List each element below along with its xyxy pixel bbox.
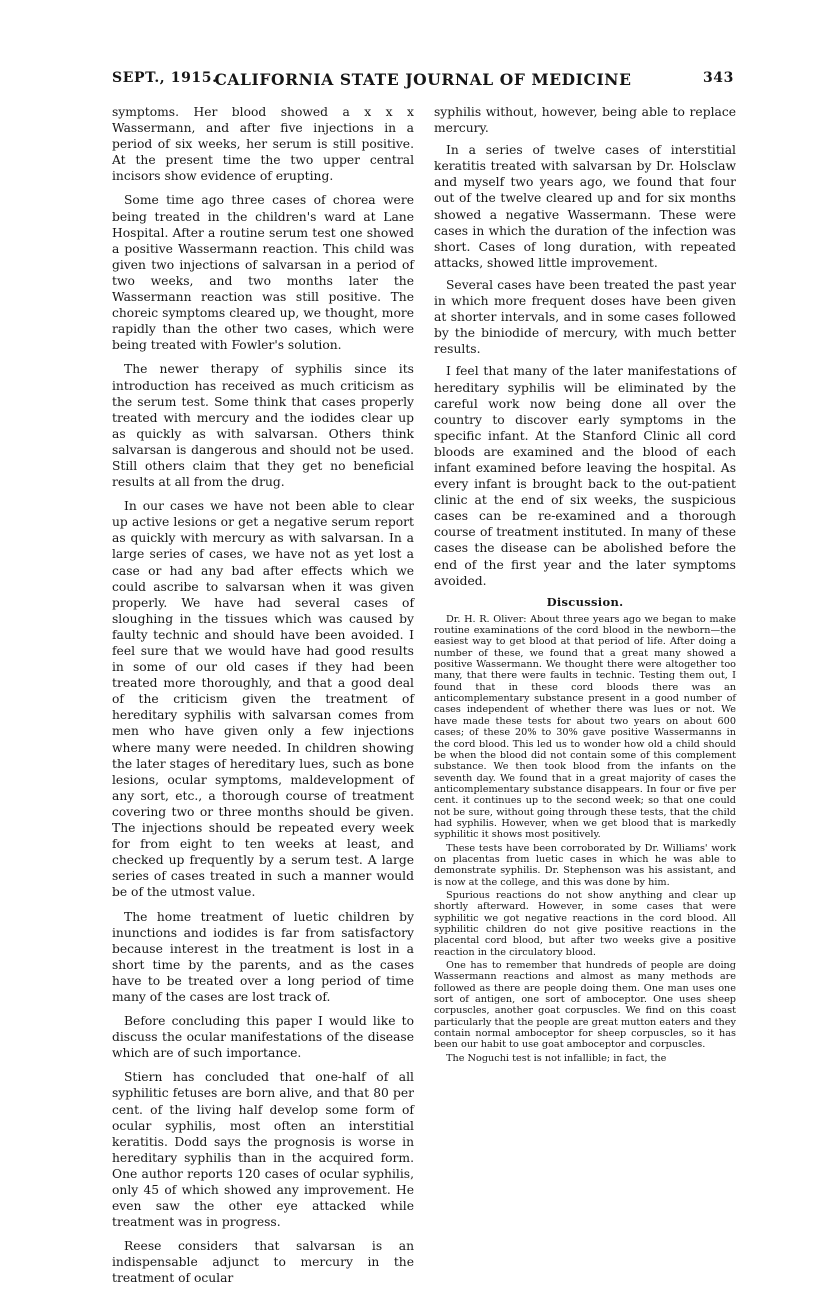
discussion-heading: Discussion.: [546, 594, 624, 609]
paragraph: Some time ago three cases of chorea were being treated in the children's ward at Lane Hospital. After a routine serum test one showed a positive Wassermann reaction. This child was given two injections of salvarsan in a period of two weeks, and two months later the Wassermann reaction was still positive. The choreic symptoms cleared up, we thought, more rapidly than the other two cases, which were being treated with Fowler's solution.: [112, 193, 414, 353]
paragraph: Reese considers that salvarsan is an indispensable adjunct to mercury in the treatment of ocular: [112, 1239, 414, 1286]
paragraph: In our cases we have not been able to clear up active lesions or get a negative serum report as quickly with mercury as with salvarsan. In a large series of cases, we have not as yet lost a case or had any bad after effects which we could ascribe to salvarsan when it was given properly. We have had several cases of sloughing in the tissues which was caused by faulty technic and should have been avoided. I feel sure that we would have had good results in some of our old cases if they had been treated more thoroughly, and that a good deal of the criticism given the treatment of hereditary syphilis with salvarsan comes from men who have given only a few injections where many were needed. In children showing the later stages of hereditary lues, such as bone lesions, ocular symptoms, maldevelopment of any sort, etc., a thorough course of treatment covering two or three months should be given. The injections should be repeated every week for from eight to ten weeks at least, and checked up frequently by a serum test. A large series of cases treated in such a manner would be of the utmost value.: [112, 499, 414, 900]
running-header: [112, 70, 734, 92]
discussion-paragraph: The Noguchi test is not infallible; in fact, the: [446, 1052, 667, 1064]
paragraph: The home treatment of luetic children by inunctions and iodides is far from satisfactory because interest in the treatment is lost in a short time by the parents, and as the cases have to be treated over a long period of time many of the cases are lost track of.: [112, 909, 414, 1004]
paragraph: symptoms. Her blood showed a x x x Wassermann, and after five injections in a period of six weeks, her serum is still positive. At the present time the two upper central incisors show evidence of erupting.: [112, 105, 414, 184]
paragraph: I feel that many of the later manifestations of hereditary syphilis will be eliminated by the careful work now being done all over the country to discover early symptoms in the specific infant. At the Stanford Clinic all cord bloods are examined and the blood of each infant examined before leaving the hospital. As every infant is brought back to the out-patient clinic at the end of six weeks, the suspicious cases can be re-examined and a thorough course of treatment instituted. In many of these cases the disease can be abolished before the end of the first year and the later symptoms avoided.: [434, 364, 736, 588]
paragraph: Before concluding this paper I would like to discuss the ocular manifestations of the disease which are of such importance.: [112, 1014, 414, 1061]
discussion-paragraph: Spurious reactions do not show anything and clear up shortly afterward. However, in some cases that were syphilitic we got negative reactions in the cord blood. All syphilitic children do not give positive reactions in the placental cord blood, but after two weeks give a positive reaction in the circulatory blood.: [434, 889, 736, 958]
journal-title: CALIFORNIA STATE JOURNAL OF MEDICINE: [214, 70, 632, 89]
paragraph: syphilis without, however, being able to replace mercury.: [434, 105, 736, 136]
discussion-paragraph: Dr. H. R. Oliver: About three years ago we began to make routine examinations of the cord blood in the newborn—the easiest way to get blood at that period of life. After doing a number of these, we found that a great many showed a positive Wassermann. We thought there were altogether too many, that there were faults in technic. Testing them out, I found that in these cord bloods there was an anticomplementary substance present in a good number of cases independent of whether there was lues or not. We have made these tests for about two years on about 600 cases; of these 20% to 30% gave positive Wassermanns in the cord blood. This led us to wonder how old a child should be when the blood did not contain some of this complement substance. We then took blood from the infants on the seventh day. We found that in a great majority of cases the anticomplementary substance disappears. In four or five per cent. it continues up to the second week; so that one could not be sure, without going through these tests, that the child had syphilis. However, when we get blood that is markedly syphilitic it shows most positively.: [434, 613, 736, 841]
right-column: [434, 104, 736, 1066]
issue-date: SEPT., 1915.: [112, 70, 218, 86]
left-column: [112, 104, 414, 1295]
page-number: 343: [702, 70, 734, 86]
paragraph: Several cases have been treated the past year in which more frequent doses have been given at shorter intervals, and in some cases followed by the biniodide of mercury, with much better results.: [434, 277, 736, 357]
discussion-paragraph: One has to remember that hundreds of people are doing Wassermann reactions and almost as many methods are followed as there are people doing them. One man uses one sort of antigen, one sort of amboceptor. One uses sheep corpuscles, another goat corpuscles. We find on this coast particularly that the people are great mutton eaters and they contain normal amboceptor for sheep corpuscles, so it has been our habit to use goat amboceptor and corpuscles.: [434, 960, 736, 1051]
paragraph: Stiern has concluded that one-half of all syphilitic fetuses are born alive, and that 80 per cent. of the living half develop some form of ocular syphilis, most often an interstitial keratitis. Dodd says the prognosis is worse in hereditary syphilis than in the acquired form. One author reports 120 cases of ocular syphilis, only 45 of which showed any improvement. He even saw the other eye attacked while treatment was in progress.: [112, 1070, 414, 1230]
paragraph: The newer therapy of syphilis since its introduction has received as much criticism as the serum test. Some think that cases properly treated with mercury and the iodides clear up as quickly as with salvarsan. Others think salvarsan is dangerous and should not be used. Still others claim that they get no beneficial results at all from the drug.: [112, 362, 414, 490]
paragraph: In a series of twelve cases of interstitial keratitis treated with salvarsan by Dr. Holsclaw and myself two years ago, we found that four out of the twelve cleared up and for six months showed a negative Wassermann. These were cases in which the duration of the infection was short. Cases of long duration, with repeated attacks, showed little improvement.: [434, 143, 736, 270]
discussion-paragraph: These tests have been corroborated by Dr. Williams' work on placentas from luetic cases in which he was able to demonstrate syphilis. Dr. Stephenson was his assistant, and is now at the college, and this was done by him.: [434, 842, 736, 888]
